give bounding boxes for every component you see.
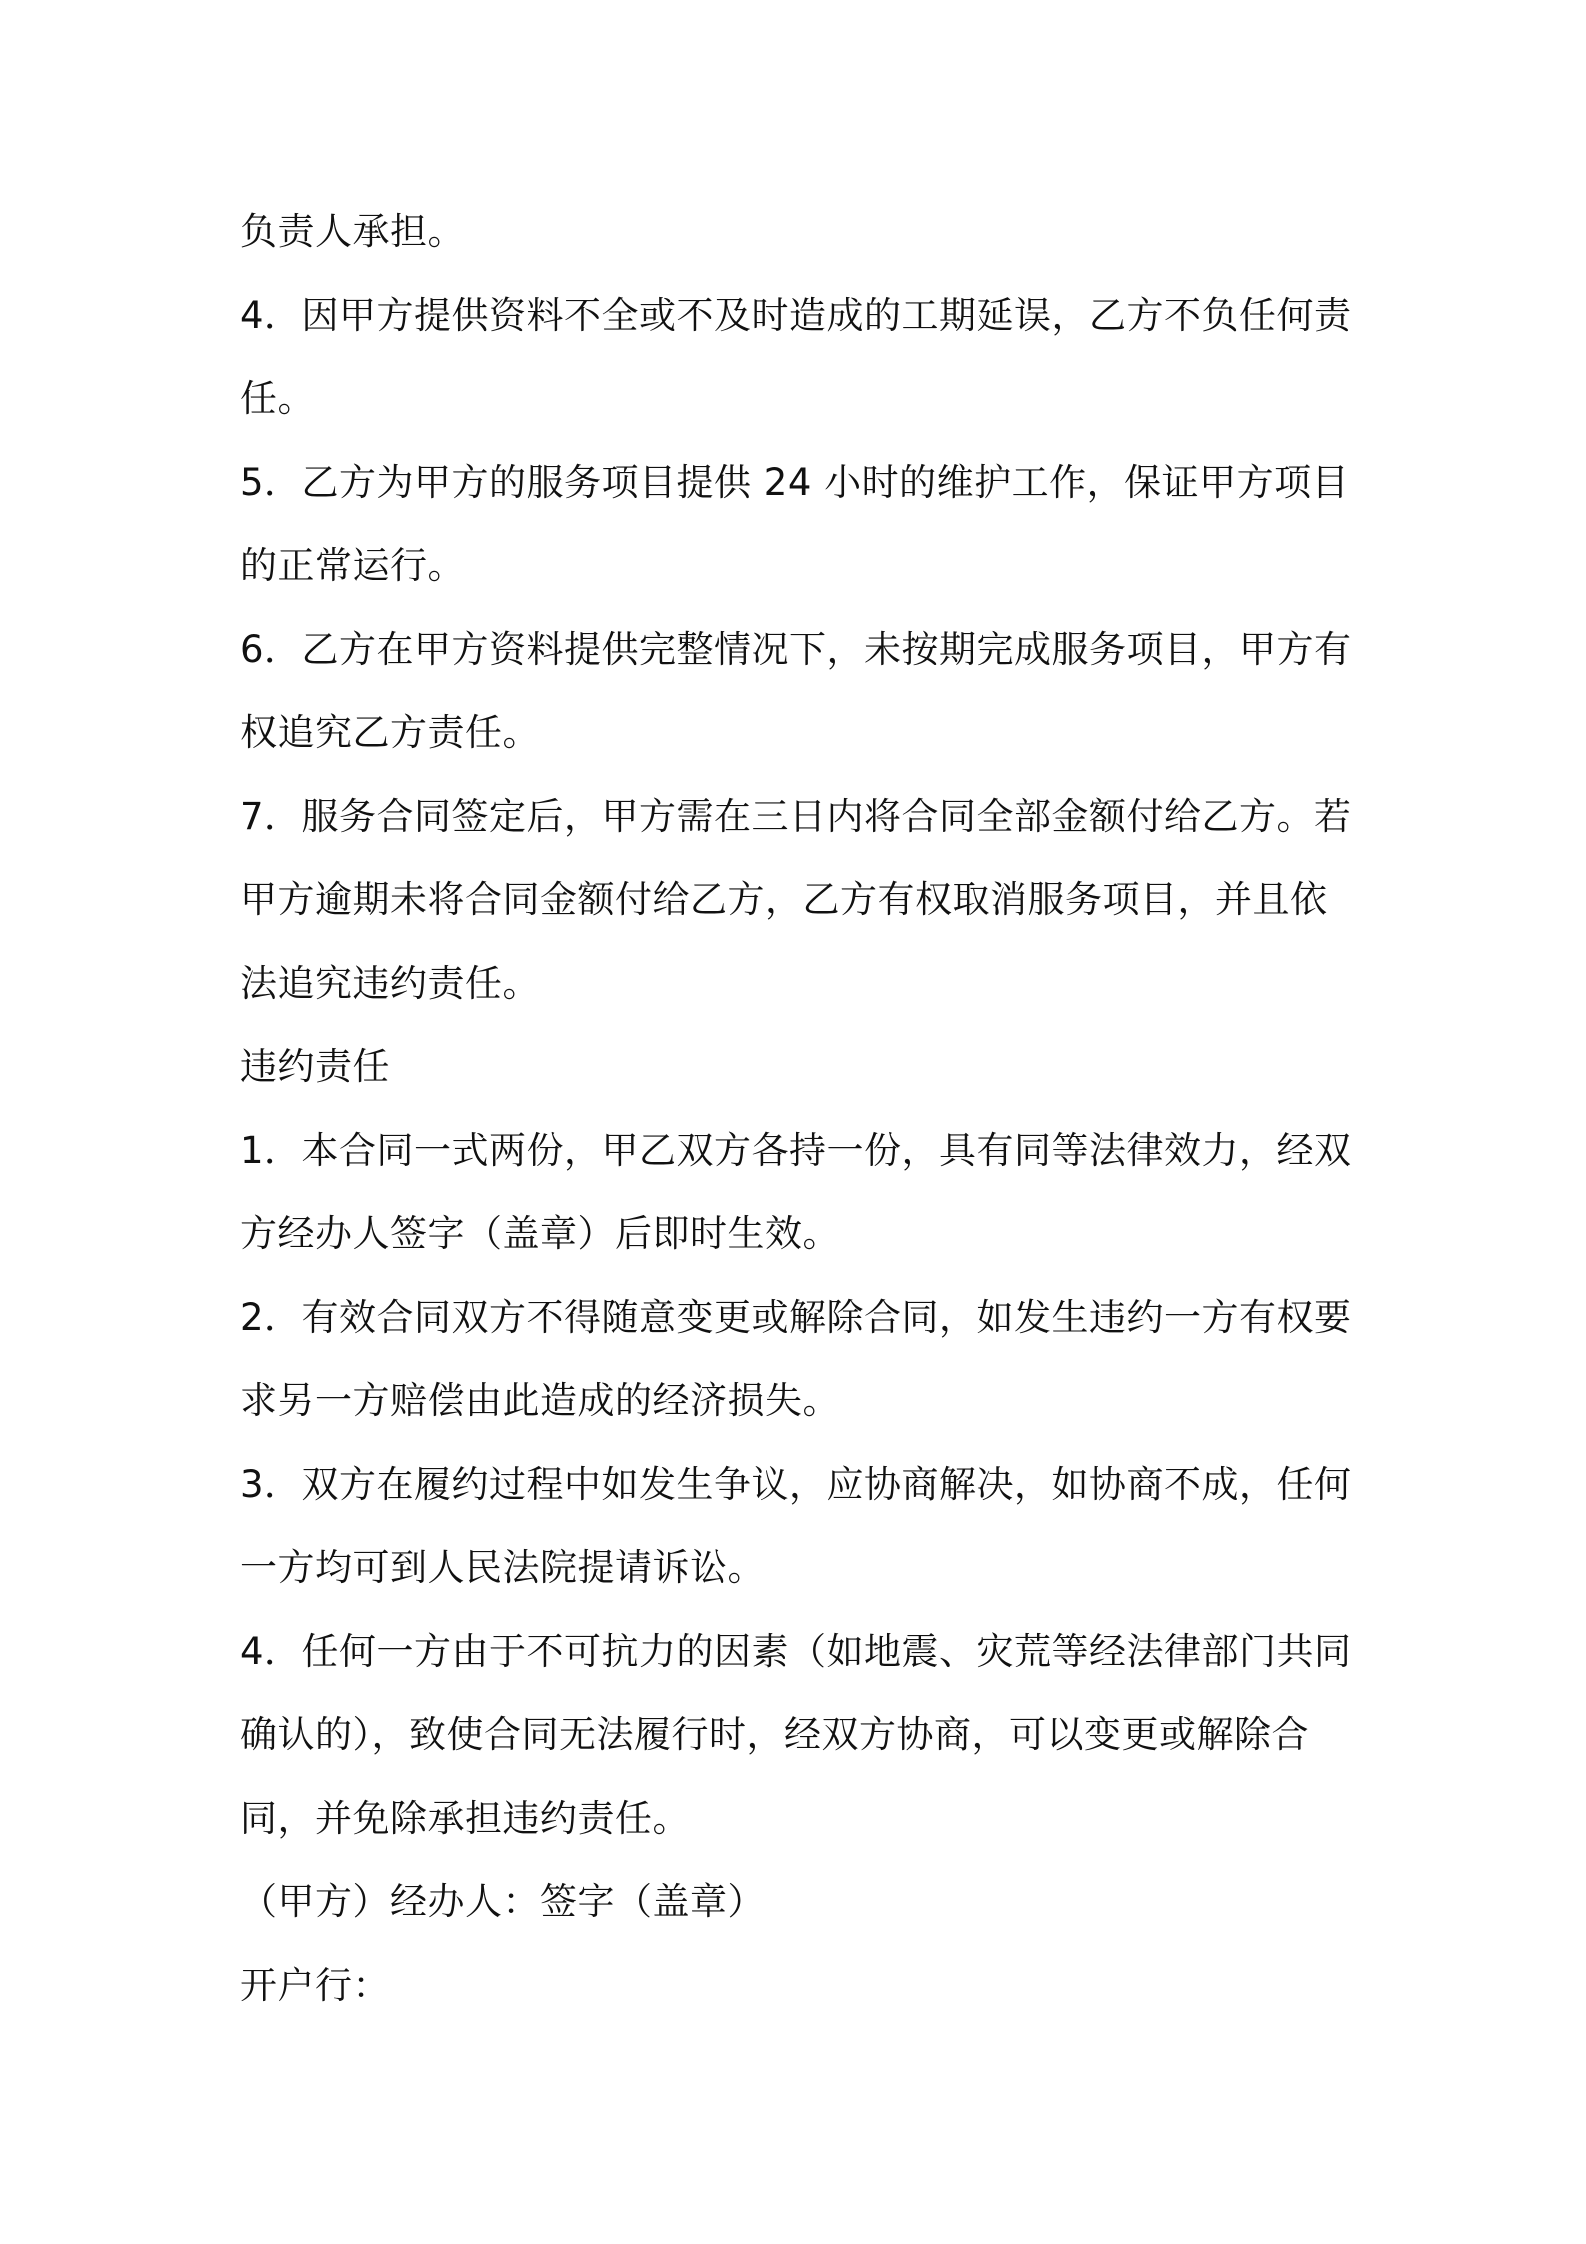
paragraph-clause-7-payment: 7．服务合同签定后，甲方需在三日内将合同全部金额付给乙方。若甲方逾期未将合同金额付给乙方，乙方有权取消服务项目，并且依法追究违约责任。 xyxy=(240,794,1352,1005)
paragraph-breach-1: 1．本合同一式两份，甲乙双方各持一份，具有同等法律效力，经双方经办人签字（盖章）后即时生效。 xyxy=(240,1128,1352,1255)
paragraph-clause-6-liability: 6．乙方在甲方资料提供完整情况下，未按期完成服务项目，甲方有权追究乙方责任。 xyxy=(240,627,1352,754)
paragraph-breach-2: 2．有效合同双方不得随意变更或解除合同，如发生违约一方有权要求另一方赔偿由此造成的经济损失。 xyxy=(240,1295,1352,1422)
paragraph-clause-5-maintenance: 5．乙方为甲方的服务项目提供 24 小时的维护工作，保证甲方项目的正常运行。 xyxy=(240,460,1350,587)
document-body xyxy=(240,190,1360,2027)
paragraph-breach-4: 4．任何一方由于不可抗力的因素（如地震、灾荒等经法律部门共同确认的），致使合同无法履行时，经双方协商，可以变更或解除合同，并免除承担违约责任。 xyxy=(240,1629,1352,1840)
paragraph-clause-4-delay: 4．因甲方提供资料不全或不及时造成的工期延误，乙方不负任何责任。 xyxy=(240,293,1352,420)
paragraph-breach-3: 3．双方在履约过程中如发生争议，应协商解决，如协商不成，任何一方均可到人民法院提请诉讼。 xyxy=(240,1462,1352,1589)
section-heading-breach: 违约责任 xyxy=(240,1045,390,1088)
signature-line: （甲方）经办人：签字（盖章） xyxy=(240,1880,765,1923)
paragraph-clause-continuation: 负责人承担。 xyxy=(240,210,465,253)
bank-line: 开户行： xyxy=(240,1963,390,2007)
